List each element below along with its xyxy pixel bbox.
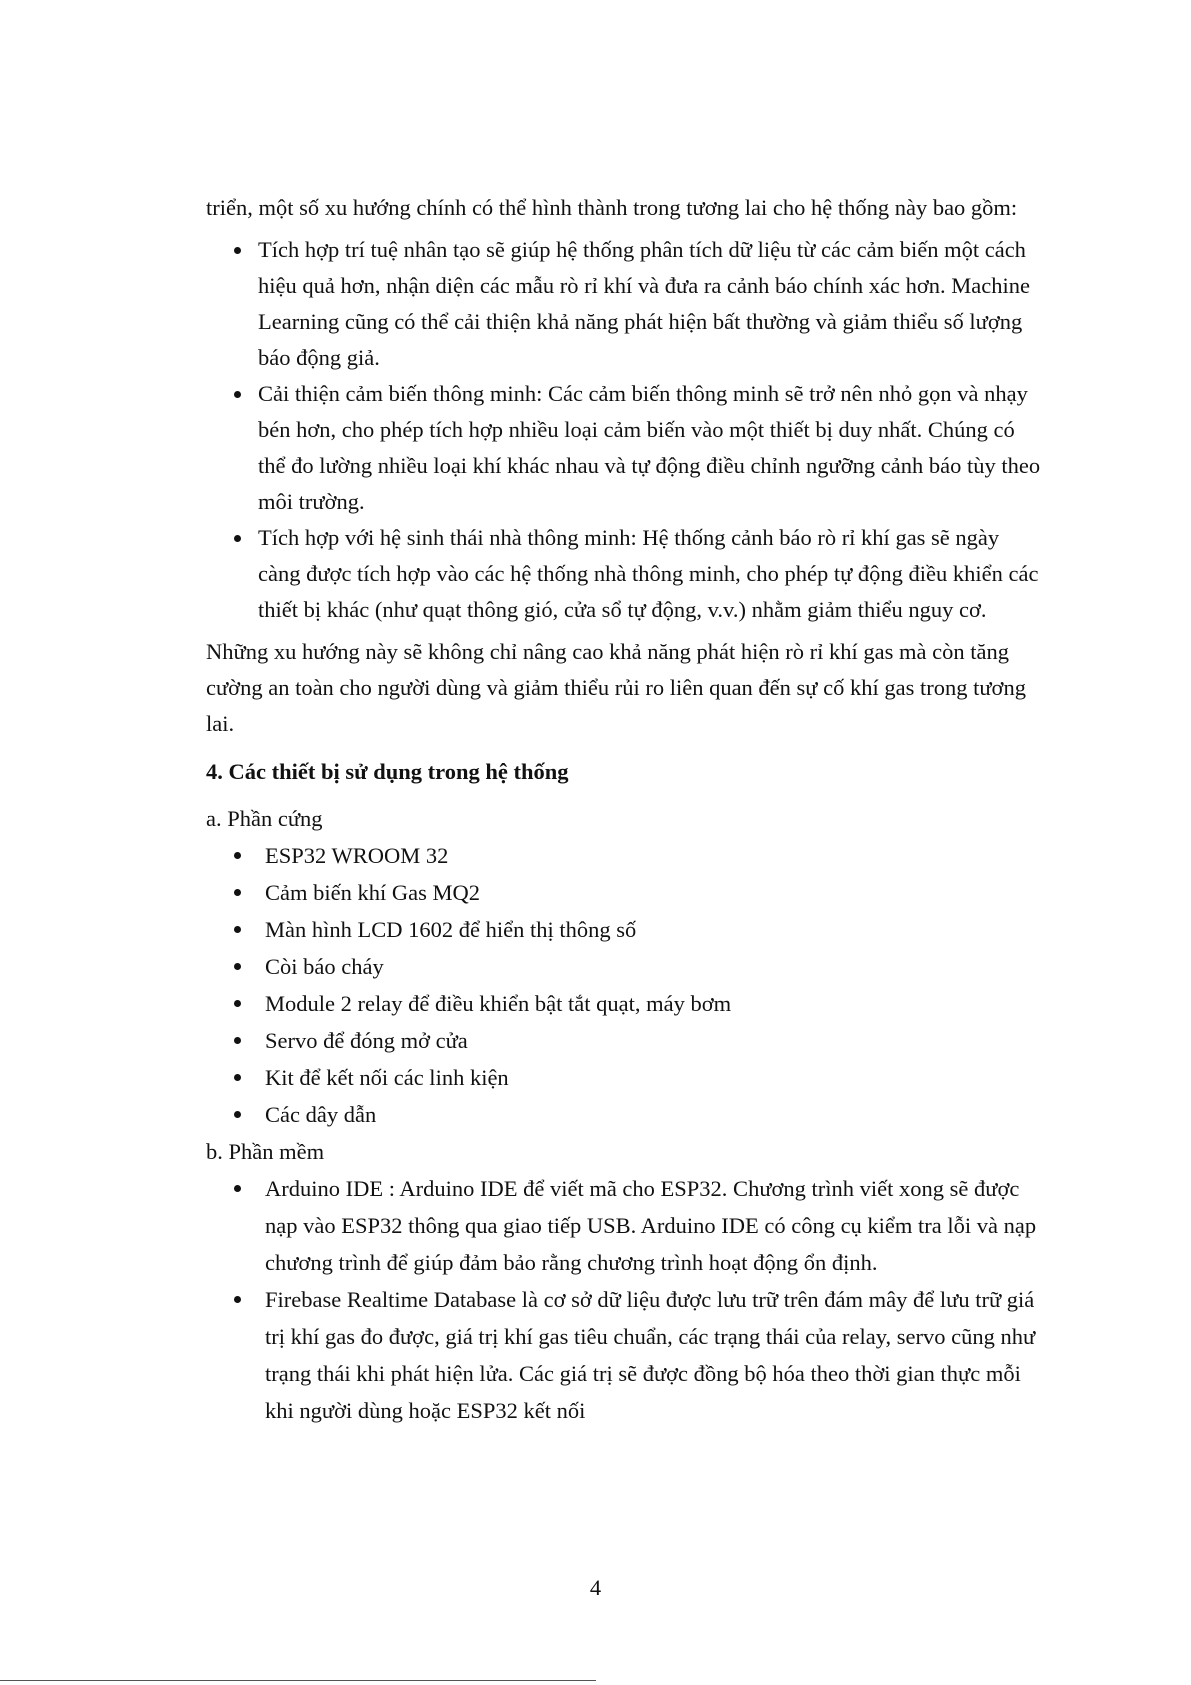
list-item: Tích hợp trí tuệ nhân tạo sẽ giúp hệ thống phân tích dữ liệu từ các cảm biến một cách hiệu quả hơn, nhận diện các mẫu rò rỉ khí và đưa ra cảnh báo chính xác hơn. Machine Learning cũng có thể cải thiện khả năng phát hiện bất thường và giảm thiểu số lượng báo động giả. <box>206 232 1046 376</box>
hardware-label: a. Phần cứng <box>206 806 323 831</box>
page-body <box>206 190 1046 1429</box>
list-item: Các dây dẫn <box>206 1096 1046 1133</box>
list-item: Module 2 relay để điều khiển bật tắt quạt, máy bơm <box>206 985 1046 1022</box>
hardware-list <box>206 837 1046 1133</box>
list-item: Còi báo cháy <box>206 948 1046 985</box>
list-item: Màn hình LCD 1602 để hiển thị thông số <box>206 911 1046 948</box>
list-item: Arduino IDE : Arduino IDE để viết mã cho ESP32. Chương trình viết xong sẽ được nạp vào ESP32 thông qua giao tiếp USB. Arduino IDE có công cụ kiểm tra lỗi và nạp chương trình để giúp đảm bảo rằng chương trình hoạt động ổn định. <box>206 1170 1046 1281</box>
list-item: Tích hợp với hệ sinh thái nhà thông minh: Hệ thống cảnh báo rò rỉ khí gas sẽ ngày càng được tích hợp vào các hệ thống nhà thông minh, cho phép tự động điều khiển các thiết bị khác (như quạt thông gió, cửa sổ tự động, v.v.) nhằm giảm thiểu nguy cơ. <box>206 520 1046 628</box>
list-item: Servo để đóng mở cửa <box>206 1022 1046 1059</box>
list-item: Cảm biến khí Gas MQ2 <box>206 874 1046 911</box>
software-label: b. Phần mềm <box>206 1139 325 1164</box>
footer-divider <box>0 1680 596 1681</box>
software-list <box>206 1170 1046 1429</box>
section-heading: 4. Các thiết bị sử dụng trong hệ thống <box>206 759 569 784</box>
summary-paragraph: Những xu hướng này sẽ không chỉ nâng cao khả năng phát hiện rò rỉ khí gas mà còn tăng cường an toàn cho người dùng và giảm thiểu rủi ro liên quan đến sự cố khí gas trong tương lai. <box>206 639 1026 736</box>
list-item: Cải thiện cảm biến thông minh: Các cảm biến thông minh sẽ trở nên nhỏ gọn và nhạy bén hơn, cho phép tích hợp nhiều loại cảm biến vào một thiết bị duy nhất. Chúng có thể đo lường nhiều loại khí khác nhau và tự động điều chỉnh ngưỡng cảnh báo tùy theo môi trường. <box>206 376 1046 520</box>
intro-paragraph: triển, một số xu hướng chính có thể hình thành trong tương lai cho hệ thống này bao gồm: <box>206 195 1018 220</box>
trend-list <box>206 232 1046 628</box>
list-item: Firebase Realtime Database là cơ sở dữ liệu được lưu trữ trên đám mây để lưu trữ giá trị khí gas đo được, giá trị khí gas tiêu chuẩn, các trạng thái của relay, servo cũng như trạng thái khi phát hiện lửa. Các giá trị sẽ được đồng bộ hóa theo thời gian thực mỗi khi người dùng hoặc ESP32 kết nối <box>206 1281 1046 1429</box>
page-number: 4 <box>589 1575 602 1600</box>
list-item: Kit để kết nối các linh kiện <box>206 1059 1046 1096</box>
list-item: ESP32 WROOM 32 <box>206 837 1046 874</box>
